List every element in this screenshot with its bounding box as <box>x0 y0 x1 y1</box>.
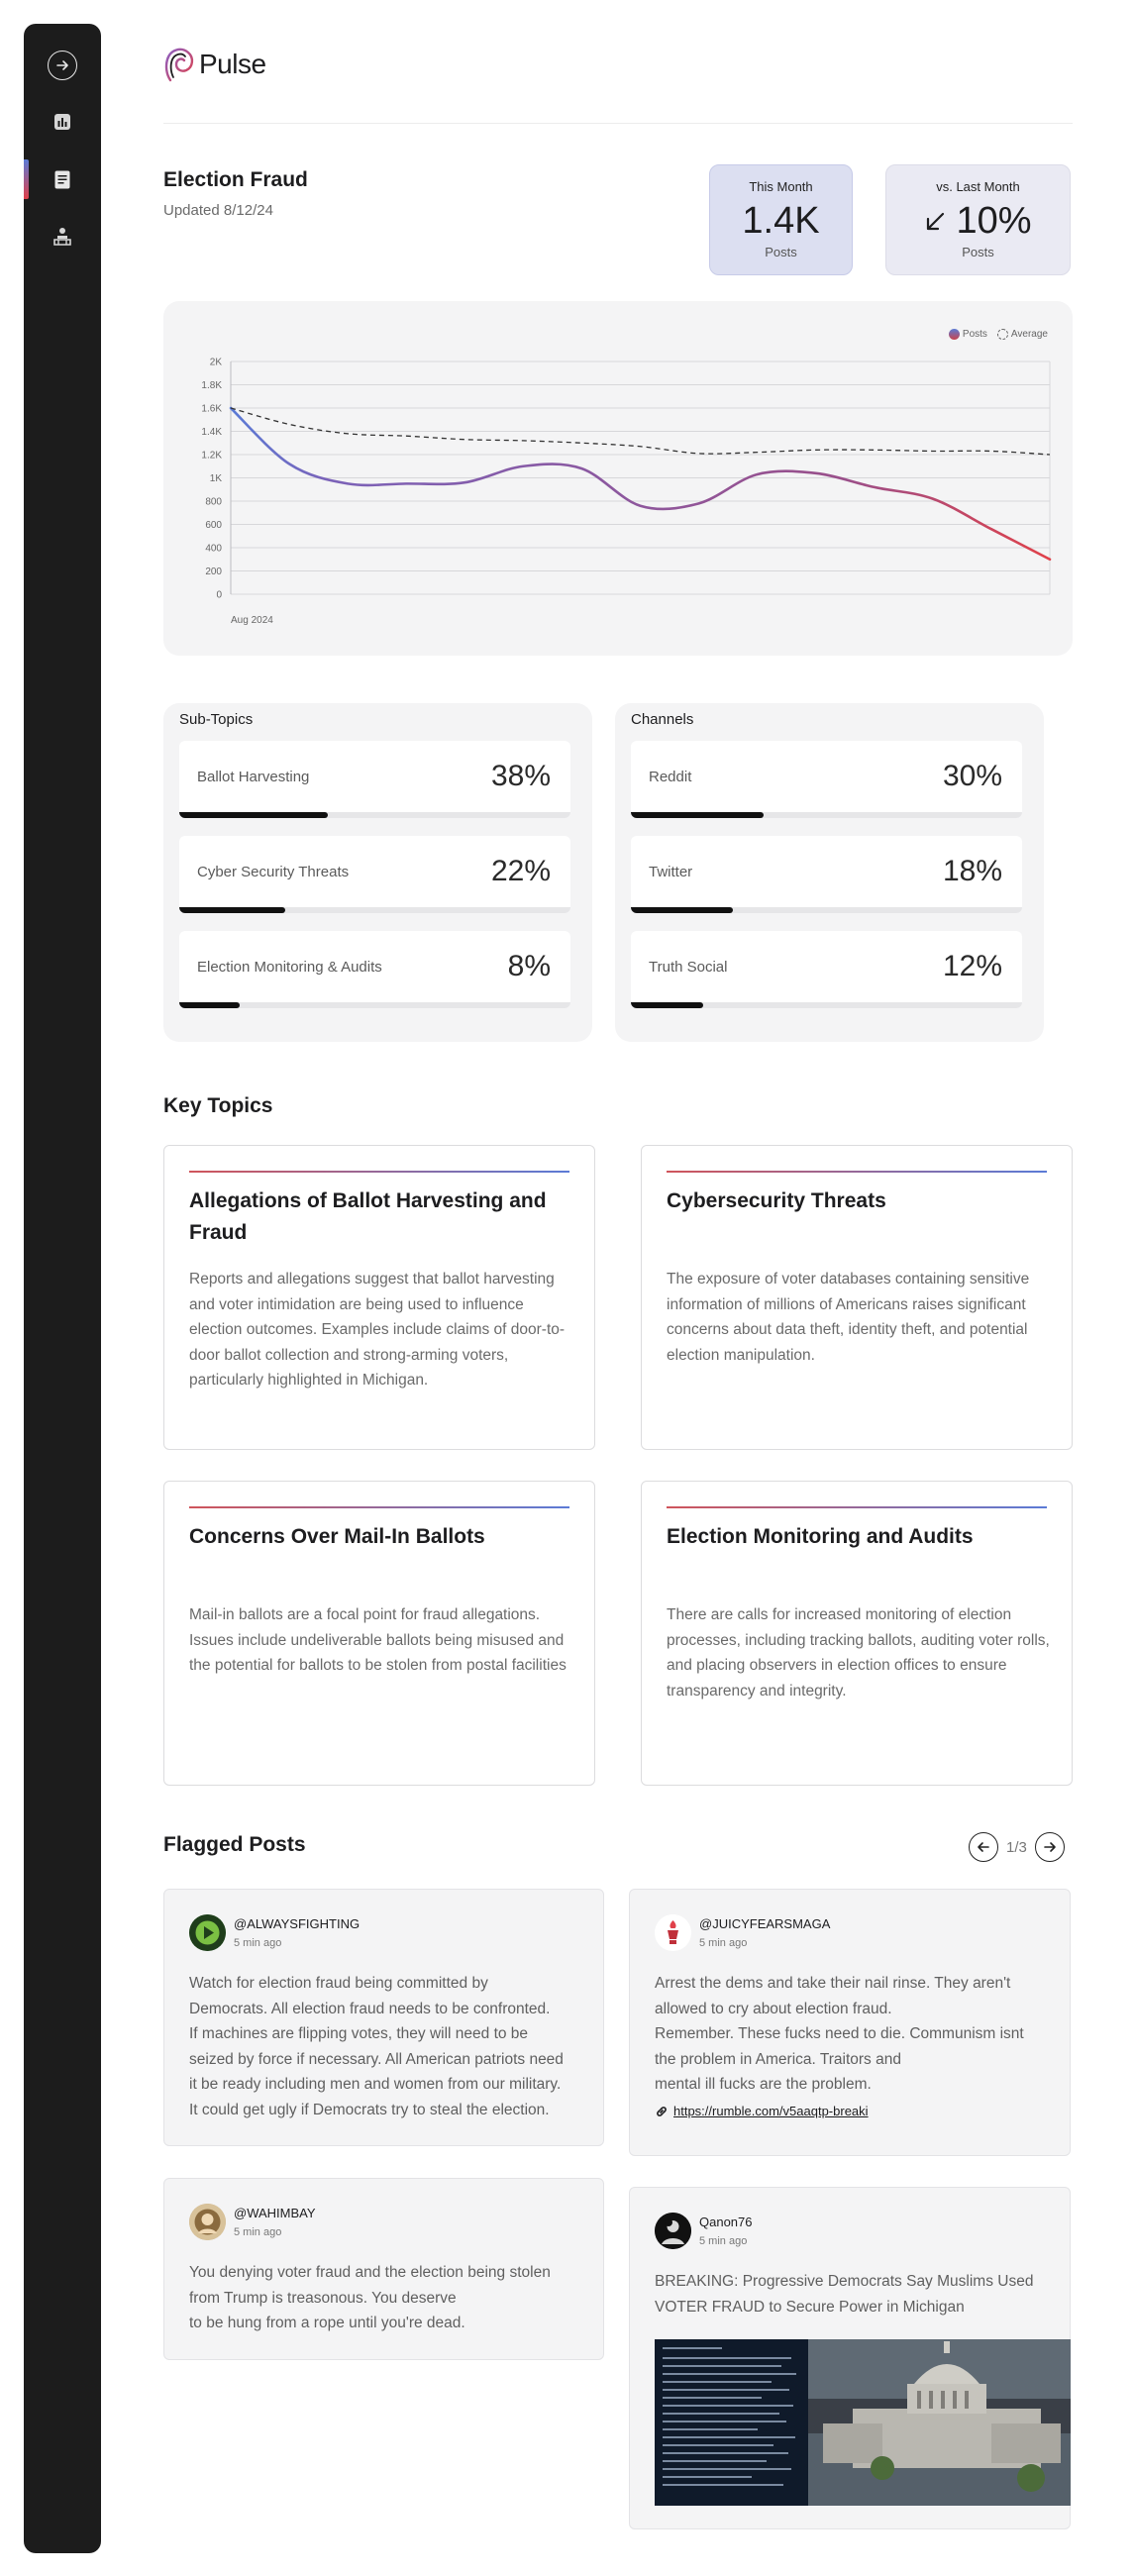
post-body: You denying voter fraud and the election being stolen from Trump is treasonous. You deserve to be hung from a rope until you're dead. <box>189 2264 551 2331</box>
posts-series-line <box>231 408 1050 560</box>
link-icon <box>655 2105 669 2118</box>
arrow-right-icon <box>1043 1840 1057 1854</box>
arrow-down-left-icon <box>924 211 946 233</box>
post-timestamp: 5 min ago <box>699 2235 748 2247</box>
channel-label: Truth Social <box>649 959 728 976</box>
capitol-building-image <box>655 2339 1071 2506</box>
pulse-logo-icon <box>163 45 195 84</box>
progress-track <box>179 907 570 913</box>
avatar[interactable] <box>189 2204 226 2240</box>
channel-label: Twitter <box>649 864 693 880</box>
stat-label: This Month <box>749 179 813 194</box>
bar-chart-icon <box>53 113 71 131</box>
stat-sub: Posts <box>962 245 994 259</box>
topic-title: Cybersecurity Threats <box>667 1189 886 1212</box>
subtopics-title: Sub-Topics <box>179 711 254 728</box>
post-image[interactable] <box>655 2339 1071 2506</box>
flagged-posts-title: Flagged Posts <box>163 1833 306 1856</box>
post-link-url: https://rumble.com/v5aaqtp-breaki <box>673 2104 869 2118</box>
sidebar-item-analytics[interactable] <box>24 102 101 142</box>
subtopic-label: Election Monitoring & Audits <box>197 959 382 976</box>
topic-title: Concerns Over Mail-In Ballots <box>189 1525 485 1548</box>
legend-label: Average <box>1010 329 1048 340</box>
topic-title: Allegations of Ballot Harvesting and Fraud <box>189 1189 547 1244</box>
post-body: Watch for election fraud being committed by Democrats. All election fraud needs to be confronted. If machines are flipping votes, they will need to be seized by force if necessary. All American patriots need it be ready including men and women from our military. It could get ugly if Democrats try to steal the election. <box>189 1975 564 2118</box>
progress-fill <box>179 1002 240 1008</box>
post-body: BREAKING: Progressive Democrats Say Muslims Used VOTER FRAUD to Secure Power in Michigan <box>655 2273 1034 2316</box>
topic-accent-rule <box>667 1171 1047 1173</box>
y-tick-label: 1K <box>209 473 222 484</box>
key-topic-card[interactable] <box>163 1145 595 1450</box>
y-tick-label: 2K <box>209 357 222 368</box>
arrow-right-circle-icon <box>48 51 77 80</box>
post-timestamp: 5 min ago <box>699 1937 748 1949</box>
key-topic-card[interactable] <box>163 1481 595 1786</box>
stat-sub: Posts <box>765 245 797 259</box>
y-tick-label: 1.4K <box>201 427 222 438</box>
y-tick-label: 1.2K <box>201 450 222 462</box>
topic-body: There are calls for increased monitoring of election processes, including tracking ballots, auditing voter rolls, and placing observers in election offices to ensure transparency and integrity. <box>667 1606 1050 1700</box>
sidebar-item-expand[interactable] <box>24 46 101 85</box>
topic-body: Mail-in ballots are a focal point for fraud allegations. Issues include undeliverable ballots being misused and the potential for ballots to be stolen from postal facilities <box>189 1606 567 1674</box>
avatar[interactable] <box>655 1914 691 1951</box>
stat-number: 1.4K <box>742 200 820 242</box>
x-tick-label: Aug 2024 <box>231 615 273 626</box>
progress-track <box>631 1002 1022 1008</box>
flagged-post-card[interactable] <box>629 1889 1071 2156</box>
flagged-post-card[interactable] <box>163 2178 604 2360</box>
progress-track <box>631 812 1022 818</box>
key-topic-card[interactable] <box>641 1481 1073 1786</box>
brand-name: Pulse <box>199 49 266 79</box>
key-topics-title: Key Topics <box>163 1094 273 1117</box>
topic-accent-rule <box>189 1171 569 1173</box>
channel-label: Reddit <box>649 769 692 785</box>
legend-label: Posts <box>962 329 987 340</box>
topic-accent-rule <box>667 1506 1047 1508</box>
header-divider <box>163 123 1073 124</box>
post-header <box>189 2204 316 2240</box>
prev-page-button[interactable] <box>969 1832 998 1862</box>
topic-body: Reports and allegations suggest that ballot harvesting and voter intimidation are being used to influence election outcomes. Examples include claims of door-to-door ballot collection and strong-arming voters, particularly highlighted in Michigan. <box>189 1271 566 1389</box>
stat-label: vs. Last Month <box>936 179 1020 194</box>
progress-track <box>631 907 1022 913</box>
stat-number: 10% <box>956 200 1032 242</box>
post-link[interactable] <box>655 2104 869 2118</box>
page-updated-date: Updated 8/12/24 <box>163 202 273 219</box>
progress-fill <box>179 907 285 913</box>
flagged-post-card[interactable] <box>629 2187 1071 2529</box>
subtopic-item[interactable] <box>179 931 570 1008</box>
sidebar-item-topics[interactable] <box>24 159 101 199</box>
post-header <box>655 2213 753 2249</box>
sidebar <box>24 24 101 2553</box>
brand-logo[interactable] <box>163 45 266 84</box>
arrow-left-icon <box>977 1840 990 1854</box>
sidebar-item-rankings[interactable] <box>24 217 101 257</box>
channels-title: Channels <box>631 711 694 728</box>
subtopic-item[interactable] <box>179 836 570 913</box>
channel-percent: 12% <box>942 950 1002 982</box>
post-timestamp: 5 min ago <box>234 2226 282 2238</box>
channel-percent: 30% <box>942 760 1002 792</box>
flagged-pager <box>969 1832 1065 1862</box>
subtopic-label: Cyber Security Threats <box>197 864 350 880</box>
y-tick-label: 1.6K <box>201 403 222 415</box>
topic-accent-rule <box>189 1506 569 1508</box>
subtopic-percent: 8% <box>507 950 551 982</box>
stat-card-this-month <box>709 164 853 275</box>
subtopic-percent: 38% <box>490 760 551 792</box>
progress-track <box>179 812 570 818</box>
active-indicator <box>24 159 29 199</box>
avatar[interactable] <box>189 1914 226 1951</box>
page-title: Election Fraud <box>163 168 308 191</box>
line-chart <box>163 301 1073 656</box>
progress-fill <box>631 907 733 913</box>
avatar[interactable] <box>655 2213 691 2249</box>
post-username[interactable]: Qanon76 <box>699 2215 753 2229</box>
progress-fill <box>631 812 764 818</box>
subtopic-label: Ballot Harvesting <box>197 769 310 785</box>
y-tick-label: 1.8K <box>201 380 222 391</box>
channels-panel <box>615 703 1044 1042</box>
next-page-button[interactable] <box>1035 1832 1065 1862</box>
channel-item[interactable] <box>631 931 1022 1008</box>
stat-value <box>886 200 1070 243</box>
post-header <box>189 1914 360 1951</box>
podium-icon <box>52 227 72 247</box>
progress-fill <box>179 812 328 818</box>
progress-track <box>179 1002 570 1008</box>
post-body: Arrest the dems and take their nail rinse. They aren't allowed to cry about election fraud. Remember. These fucks need to die. Communism isnt the problem in America. Traitors and mental ill fucks are the problem. <box>655 1975 1024 2093</box>
subtopic-percent: 22% <box>490 855 551 887</box>
topic-title: Election Monitoring and Audits <box>667 1525 974 1548</box>
topic-body: The exposure of voter databases containing sensitive information of millions of Americans raises significant concerns about data theft, identity theft, and potential election manipulation. <box>667 1271 1030 1364</box>
y-tick-label: 0 <box>216 589 222 601</box>
flagged-post-card[interactable] <box>163 1889 604 2146</box>
subtopic-item[interactable] <box>179 741 570 818</box>
y-tick-label: 400 <box>205 543 222 555</box>
channel-item[interactable] <box>631 741 1022 818</box>
document-icon <box>54 170 70 189</box>
y-tick-label: 600 <box>205 520 222 531</box>
post-username[interactable]: @WAHIMBAY <box>234 2206 316 2220</box>
channel-item[interactable] <box>631 836 1022 913</box>
posts-chart-panel <box>163 301 1073 656</box>
stat-card-vs-last-month <box>885 164 1071 275</box>
key-topic-card[interactable] <box>641 1145 1073 1450</box>
post-username[interactable]: @ALWAYSFIGHTING <box>234 1916 361 1931</box>
progress-fill <box>631 1002 703 1008</box>
post-header <box>655 1914 830 1951</box>
subtopics-panel <box>163 703 592 1042</box>
channel-percent: 18% <box>942 855 1002 887</box>
stat-value <box>710 200 852 243</box>
y-tick-label: 800 <box>205 496 222 508</box>
post-timestamp: 5 min ago <box>234 1937 282 1949</box>
post-username[interactable]: @JUICYFEARSMAGA <box>699 1916 831 1931</box>
y-tick-label: 200 <box>205 567 222 577</box>
page-indicator: 1/3 <box>1006 1838 1027 1856</box>
